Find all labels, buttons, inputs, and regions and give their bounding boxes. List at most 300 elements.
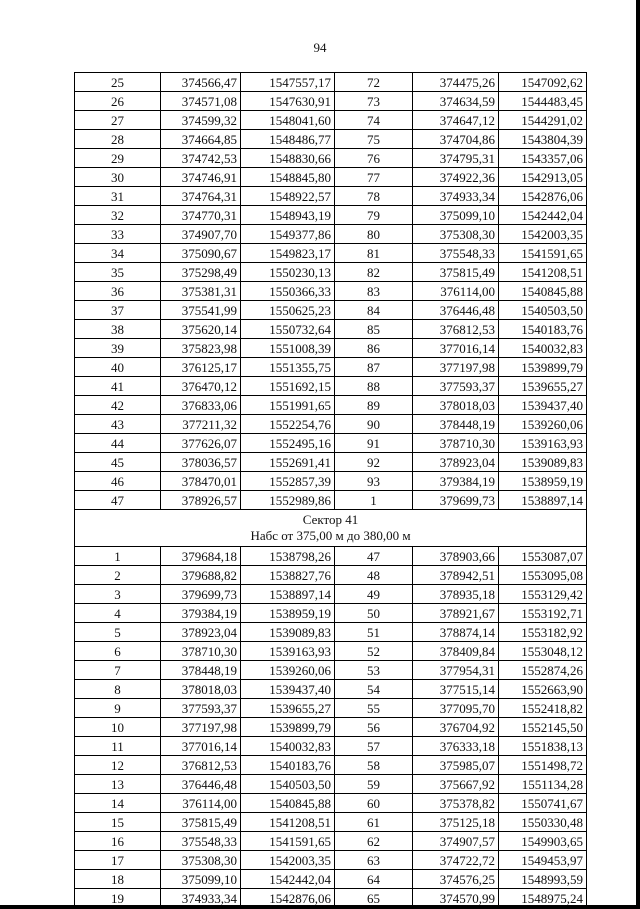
y-coordinate-cell: 1542876,06 <box>499 187 587 206</box>
table-row <box>75 623 587 642</box>
coordinates-table <box>74 72 587 908</box>
x-coordinate-cell: 374907,57 <box>413 832 499 851</box>
table-row <box>75 585 587 604</box>
x-coordinate-cell: 375815,49 <box>161 813 241 832</box>
x-coordinate-cell: 376114,00 <box>413 282 499 301</box>
point-number-cell: 27 <box>75 111 161 130</box>
point-number-cell: 10 <box>75 718 161 737</box>
x-coordinate-cell: 377095,70 <box>413 699 499 718</box>
point-number-cell: 93 <box>335 472 413 491</box>
y-coordinate-cell: 1552145,50 <box>499 718 587 737</box>
y-coordinate-cell: 1548943,19 <box>241 206 335 225</box>
x-coordinate-cell: 374647,12 <box>413 111 499 130</box>
block1-rows <box>75 73 587 510</box>
table-row <box>75 187 587 206</box>
point-number-cell: 46 <box>75 472 161 491</box>
point-number-cell: 16 <box>75 832 161 851</box>
point-number-cell: 2 <box>75 566 161 585</box>
table-row <box>75 756 587 775</box>
point-number-cell: 51 <box>335 623 413 642</box>
y-coordinate-cell: 1540503,50 <box>499 301 587 320</box>
table-row <box>75 168 587 187</box>
page-number: 94 <box>313 40 327 55</box>
y-coordinate-cell: 1548041,60 <box>241 111 335 130</box>
x-coordinate-cell: 377016,14 <box>413 339 499 358</box>
point-number-cell: 17 <box>75 851 161 870</box>
sector-header-cell <box>75 510 587 547</box>
y-coordinate-cell: 1540845,88 <box>241 794 335 813</box>
point-number-cell: 44 <box>75 434 161 453</box>
table-row <box>75 339 587 358</box>
point-number-cell: 45 <box>75 453 161 472</box>
x-coordinate-cell: 376446,48 <box>161 775 241 794</box>
y-coordinate-cell: 1547092,62 <box>499 73 587 92</box>
y-coordinate-cell: 1539260,06 <box>241 661 335 680</box>
y-coordinate-cell: 1553048,12 <box>499 642 587 661</box>
y-coordinate-cell: 1548845,80 <box>241 168 335 187</box>
y-coordinate-cell: 1539163,93 <box>499 434 587 453</box>
point-number-cell: 7 <box>75 661 161 680</box>
point-number-cell: 3 <box>75 585 161 604</box>
y-coordinate-cell: 1539089,83 <box>499 453 587 472</box>
point-number-cell: 57 <box>335 737 413 756</box>
y-coordinate-cell: 1542003,35 <box>241 851 335 870</box>
point-number-cell: 91 <box>335 434 413 453</box>
point-number-cell: 11 <box>75 737 161 756</box>
point-number-cell: 12 <box>75 756 161 775</box>
point-number-cell: 38 <box>75 320 161 339</box>
y-coordinate-cell: 1543357,06 <box>499 149 587 168</box>
table-row <box>75 92 587 111</box>
point-number-cell: 8 <box>75 680 161 699</box>
point-number-cell: 72 <box>335 73 413 92</box>
y-coordinate-cell: 1540032,83 <box>241 737 335 756</box>
y-coordinate-cell: 1548993,59 <box>499 870 587 889</box>
table-row <box>75 661 587 680</box>
x-coordinate-cell: 375090,67 <box>161 244 241 263</box>
x-coordinate-cell: 378018,03 <box>161 680 241 699</box>
table-row <box>75 206 587 225</box>
y-coordinate-cell: 1541208,51 <box>241 813 335 832</box>
x-coordinate-cell: 379699,73 <box>161 585 241 604</box>
y-coordinate-cell: 1539163,93 <box>241 642 335 661</box>
y-coordinate-cell: 1549823,17 <box>241 244 335 263</box>
point-number-cell: 36 <box>75 282 161 301</box>
point-number-cell: 63 <box>335 851 413 870</box>
point-number-cell: 56 <box>335 718 413 737</box>
x-coordinate-cell: 376125,17 <box>161 358 241 377</box>
point-number-cell: 78 <box>335 187 413 206</box>
table-row <box>75 775 587 794</box>
x-coordinate-cell: 374634,59 <box>413 92 499 111</box>
table-row <box>75 225 587 244</box>
y-coordinate-cell: 1552989,86 <box>241 491 335 510</box>
point-number-cell: 62 <box>335 832 413 851</box>
x-coordinate-cell: 378923,04 <box>161 623 241 642</box>
x-coordinate-cell: 374664,85 <box>161 130 241 149</box>
point-number-cell: 74 <box>335 111 413 130</box>
point-number-cell: 83 <box>335 282 413 301</box>
x-coordinate-cell: 374704,86 <box>413 130 499 149</box>
y-coordinate-cell: 1540032,83 <box>499 339 587 358</box>
y-coordinate-cell: 1553192,71 <box>499 604 587 623</box>
x-coordinate-cell: 377515,14 <box>413 680 499 699</box>
y-coordinate-cell: 1539437,40 <box>241 680 335 699</box>
sector-title: Сектор 41 <box>302 512 359 527</box>
x-coordinate-cell: 374722,72 <box>413 851 499 870</box>
y-coordinate-cell: 1538897,14 <box>499 491 587 510</box>
point-number-cell: 35 <box>75 263 161 282</box>
y-coordinate-cell: 1542442,04 <box>499 206 587 225</box>
point-number-cell: 90 <box>335 415 413 434</box>
y-coordinate-cell: 1549903,65 <box>499 832 587 851</box>
x-coordinate-cell: 375815,49 <box>413 263 499 282</box>
point-number-cell: 32 <box>75 206 161 225</box>
x-coordinate-cell: 375378,82 <box>413 794 499 813</box>
x-coordinate-cell: 378921,67 <box>413 604 499 623</box>
point-number-cell: 61 <box>335 813 413 832</box>
x-coordinate-cell: 374933,34 <box>161 889 241 908</box>
x-coordinate-cell: 374770,31 <box>161 206 241 225</box>
y-coordinate-cell: 1544483,45 <box>499 92 587 111</box>
point-number-cell: 86 <box>335 339 413 358</box>
y-coordinate-cell: 1552495,16 <box>241 434 335 453</box>
point-number-cell: 53 <box>335 661 413 680</box>
point-number-cell: 75 <box>335 130 413 149</box>
x-coordinate-cell: 377593,37 <box>413 377 499 396</box>
sector-header <box>75 510 587 547</box>
table-row <box>75 832 587 851</box>
point-number-cell: 18 <box>75 870 161 889</box>
y-coordinate-cell: 1547557,17 <box>241 73 335 92</box>
y-coordinate-cell: 1538827,76 <box>241 566 335 585</box>
x-coordinate-cell: 374746,91 <box>161 168 241 187</box>
table-row <box>75 699 587 718</box>
point-number-cell: 92 <box>335 453 413 472</box>
x-coordinate-cell: 375125,18 <box>413 813 499 832</box>
y-coordinate-cell: 1540183,76 <box>241 756 335 775</box>
point-number-cell: 9 <box>75 699 161 718</box>
table-row <box>75 680 587 699</box>
y-coordinate-cell: 1551498,72 <box>499 756 587 775</box>
x-coordinate-cell: 378018,03 <box>413 396 499 415</box>
x-coordinate-cell: 375308,30 <box>413 225 499 244</box>
sector-subtitle: Набс от 375,00 м до 380,00 м <box>250 528 411 543</box>
y-coordinate-cell: 1548922,57 <box>241 187 335 206</box>
x-coordinate-cell: 378874,14 <box>413 623 499 642</box>
point-number-cell: 43 <box>75 415 161 434</box>
table-row <box>75 889 587 908</box>
x-coordinate-cell: 378935,18 <box>413 585 499 604</box>
y-coordinate-cell: 1550741,67 <box>499 794 587 813</box>
point-number-cell: 87 <box>335 358 413 377</box>
x-coordinate-cell: 374795,31 <box>413 149 499 168</box>
y-coordinate-cell: 1542913,05 <box>499 168 587 187</box>
x-coordinate-cell: 378448,19 <box>413 415 499 434</box>
y-coordinate-cell: 1540183,76 <box>499 320 587 339</box>
x-coordinate-cell: 376704,92 <box>413 718 499 737</box>
x-coordinate-cell: 377626,07 <box>161 434 241 453</box>
x-coordinate-cell: 375099,10 <box>413 206 499 225</box>
x-coordinate-cell: 378409,84 <box>413 642 499 661</box>
y-coordinate-cell: 1541208,51 <box>499 263 587 282</box>
point-number-cell: 30 <box>75 168 161 187</box>
point-number-cell: 65 <box>335 889 413 908</box>
y-coordinate-cell: 1552418,82 <box>499 699 587 718</box>
y-coordinate-cell: 1552874,26 <box>499 661 587 680</box>
x-coordinate-cell: 379384,19 <box>161 604 241 623</box>
x-coordinate-cell: 377954,31 <box>413 661 499 680</box>
table-row <box>75 566 587 585</box>
point-number-cell: 13 <box>75 775 161 794</box>
y-coordinate-cell: 1550366,33 <box>241 282 335 301</box>
point-number-cell: 50 <box>335 604 413 623</box>
point-number-cell: 42 <box>75 396 161 415</box>
point-number-cell: 47 <box>75 491 161 510</box>
x-coordinate-cell: 374742,53 <box>161 149 241 168</box>
x-coordinate-cell: 375381,31 <box>161 282 241 301</box>
y-coordinate-cell: 1540845,88 <box>499 282 587 301</box>
x-coordinate-cell: 375620,14 <box>161 320 241 339</box>
table-row <box>75 547 587 566</box>
table-row <box>75 244 587 263</box>
x-coordinate-cell: 376812,53 <box>161 756 241 775</box>
x-coordinate-cell: 374571,08 <box>161 92 241 111</box>
y-coordinate-cell: 1538798,26 <box>241 547 335 566</box>
point-number-cell: 41 <box>75 377 161 396</box>
table-row <box>75 415 587 434</box>
table-row <box>75 472 587 491</box>
x-coordinate-cell: 377197,98 <box>413 358 499 377</box>
point-number-cell: 28 <box>75 130 161 149</box>
x-coordinate-cell: 374922,36 <box>413 168 499 187</box>
x-coordinate-cell: 378926,57 <box>161 491 241 510</box>
y-coordinate-cell: 1548975,24 <box>499 889 587 908</box>
point-number-cell: 4 <box>75 604 161 623</box>
x-coordinate-cell: 378710,30 <box>161 642 241 661</box>
x-coordinate-cell: 376470,12 <box>161 377 241 396</box>
x-coordinate-cell: 375099,10 <box>161 870 241 889</box>
point-number-cell: 29 <box>75 149 161 168</box>
point-number-cell: 73 <box>335 92 413 111</box>
table-row <box>75 434 587 453</box>
x-coordinate-cell: 376333,18 <box>413 737 499 756</box>
y-coordinate-cell: 1551134,28 <box>499 775 587 794</box>
x-coordinate-cell: 374570,99 <box>413 889 499 908</box>
table-row <box>75 282 587 301</box>
point-number-cell: 26 <box>75 92 161 111</box>
x-coordinate-cell: 379384,19 <box>413 472 499 491</box>
y-coordinate-cell: 1553129,42 <box>499 585 587 604</box>
x-coordinate-cell: 375667,92 <box>413 775 499 794</box>
point-number-cell: 79 <box>335 206 413 225</box>
point-number-cell: 81 <box>335 244 413 263</box>
point-number-cell: 58 <box>335 756 413 775</box>
x-coordinate-cell: 377197,98 <box>161 718 241 737</box>
table-row <box>75 396 587 415</box>
point-number-cell: 33 <box>75 225 161 244</box>
y-coordinate-cell: 1538959,19 <box>241 604 335 623</box>
point-number-cell: 82 <box>335 263 413 282</box>
y-coordinate-cell: 1550230,13 <box>241 263 335 282</box>
point-number-cell: 47 <box>335 547 413 566</box>
x-coordinate-cell: 376114,00 <box>161 794 241 813</box>
x-coordinate-cell: 375298,49 <box>161 263 241 282</box>
x-coordinate-cell: 374566,47 <box>161 73 241 92</box>
y-coordinate-cell: 1550732,64 <box>241 320 335 339</box>
x-coordinate-cell: 377016,14 <box>161 737 241 756</box>
x-coordinate-cell: 375823,98 <box>161 339 241 358</box>
y-coordinate-cell: 1542442,04 <box>241 870 335 889</box>
y-coordinate-cell: 1539655,27 <box>499 377 587 396</box>
y-coordinate-cell: 1544291,02 <box>499 111 587 130</box>
x-coordinate-cell: 374599,32 <box>161 111 241 130</box>
x-coordinate-cell: 374576,25 <box>413 870 499 889</box>
y-coordinate-cell: 1551838,13 <box>499 737 587 756</box>
point-number-cell: 60 <box>335 794 413 813</box>
x-coordinate-cell: 378903,66 <box>413 547 499 566</box>
point-number-cell: 14 <box>75 794 161 813</box>
y-coordinate-cell: 1543804,39 <box>499 130 587 149</box>
x-coordinate-cell: 376833,06 <box>161 396 241 415</box>
table-row <box>75 737 587 756</box>
y-coordinate-cell: 1538959,19 <box>499 472 587 491</box>
y-coordinate-cell: 1539655,27 <box>241 699 335 718</box>
x-coordinate-cell: 376812,53 <box>413 320 499 339</box>
y-coordinate-cell: 1541591,65 <box>499 244 587 263</box>
x-coordinate-cell: 375985,07 <box>413 756 499 775</box>
point-number-cell: 5 <box>75 623 161 642</box>
point-number-cell: 1 <box>335 491 413 510</box>
point-number-cell: 31 <box>75 187 161 206</box>
y-coordinate-cell: 1552254,76 <box>241 415 335 434</box>
x-coordinate-cell: 378710,30 <box>413 434 499 453</box>
y-coordinate-cell: 1551355,75 <box>241 358 335 377</box>
point-number-cell: 39 <box>75 339 161 358</box>
y-coordinate-cell: 1549453,97 <box>499 851 587 870</box>
block2-rows <box>75 547 587 908</box>
point-number-cell: 1 <box>75 547 161 566</box>
y-coordinate-cell: 1551991,65 <box>241 396 335 415</box>
table-row <box>75 813 587 832</box>
point-number-cell: 34 <box>75 244 161 263</box>
point-number-cell: 19 <box>75 889 161 908</box>
point-number-cell: 88 <box>335 377 413 396</box>
y-coordinate-cell: 1553095,08 <box>499 566 587 585</box>
table-row <box>75 111 587 130</box>
table-row <box>75 453 587 472</box>
y-coordinate-cell: 1552857,39 <box>241 472 335 491</box>
y-coordinate-cell: 1542876,06 <box>241 889 335 908</box>
x-coordinate-cell: 374475,26 <box>413 73 499 92</box>
table-row <box>75 263 587 282</box>
x-coordinate-cell: 375548,33 <box>161 832 241 851</box>
point-number-cell: 25 <box>75 73 161 92</box>
point-number-cell: 49 <box>335 585 413 604</box>
y-coordinate-cell: 1552663,90 <box>499 680 587 699</box>
table-row <box>75 718 587 737</box>
y-coordinate-cell: 1548830,66 <box>241 149 335 168</box>
y-coordinate-cell: 1549377,86 <box>241 225 335 244</box>
y-coordinate-cell: 1551692,15 <box>241 377 335 396</box>
point-number-cell: 85 <box>335 320 413 339</box>
point-number-cell: 89 <box>335 396 413 415</box>
x-coordinate-cell: 375541,99 <box>161 301 241 320</box>
point-number-cell: 55 <box>335 699 413 718</box>
x-coordinate-cell: 375308,30 <box>161 851 241 870</box>
x-coordinate-cell: 378470,01 <box>161 472 241 491</box>
sector-header-row <box>75 510 587 547</box>
x-coordinate-cell: 375548,33 <box>413 244 499 263</box>
point-number-cell: 76 <box>335 149 413 168</box>
x-coordinate-cell: 379684,18 <box>161 547 241 566</box>
table-row <box>75 794 587 813</box>
y-coordinate-cell: 1539437,40 <box>499 396 587 415</box>
x-coordinate-cell: 378036,57 <box>161 453 241 472</box>
point-number-cell: 40 <box>75 358 161 377</box>
y-coordinate-cell: 1550625,23 <box>241 301 335 320</box>
y-coordinate-cell: 1542003,35 <box>499 225 587 244</box>
x-coordinate-cell: 377211,32 <box>161 415 241 434</box>
x-coordinate-cell: 379688,82 <box>161 566 241 585</box>
x-coordinate-cell: 378942,51 <box>413 566 499 585</box>
x-coordinate-cell: 378923,04 <box>413 453 499 472</box>
y-coordinate-cell: 1540503,50 <box>241 775 335 794</box>
y-coordinate-cell: 1547630,91 <box>241 92 335 111</box>
point-number-cell: 59 <box>335 775 413 794</box>
y-coordinate-cell: 1551008,39 <box>241 339 335 358</box>
point-number-cell: 48 <box>335 566 413 585</box>
point-number-cell: 54 <box>335 680 413 699</box>
table-row <box>75 130 587 149</box>
y-coordinate-cell: 1548486,77 <box>241 130 335 149</box>
table-row <box>75 642 587 661</box>
x-coordinate-cell: 374764,31 <box>161 187 241 206</box>
y-coordinate-cell: 1552691,41 <box>241 453 335 472</box>
x-coordinate-cell: 378448,19 <box>161 661 241 680</box>
point-number-cell: 84 <box>335 301 413 320</box>
table-row <box>75 377 587 396</box>
y-coordinate-cell: 1539899,79 <box>499 358 587 377</box>
point-number-cell: 80 <box>335 225 413 244</box>
x-coordinate-cell: 374907,70 <box>161 225 241 244</box>
y-coordinate-cell: 1539260,06 <box>499 415 587 434</box>
table-row <box>75 320 587 339</box>
point-number-cell: 37 <box>75 301 161 320</box>
y-coordinate-cell: 1553182,92 <box>499 623 587 642</box>
y-coordinate-cell: 1539899,79 <box>241 718 335 737</box>
point-number-cell: 77 <box>335 168 413 187</box>
x-coordinate-cell: 374933,34 <box>413 187 499 206</box>
x-coordinate-cell: 376446,48 <box>413 301 499 320</box>
table-row <box>75 604 587 623</box>
y-coordinate-cell: 1553087,07 <box>499 547 587 566</box>
table-row <box>75 870 587 889</box>
table-row <box>75 301 587 320</box>
point-number-cell: 52 <box>335 642 413 661</box>
table-row <box>75 358 587 377</box>
table-row <box>75 851 587 870</box>
y-coordinate-cell: 1538897,14 <box>241 585 335 604</box>
table-row <box>75 73 587 92</box>
y-coordinate-cell: 1541591,65 <box>241 832 335 851</box>
table-row <box>75 149 587 168</box>
point-number-cell: 6 <box>75 642 161 661</box>
x-coordinate-cell: 377593,37 <box>161 699 241 718</box>
point-number-cell: 64 <box>335 870 413 889</box>
table-row <box>75 491 587 510</box>
y-coordinate-cell: 1539089,83 <box>241 623 335 642</box>
